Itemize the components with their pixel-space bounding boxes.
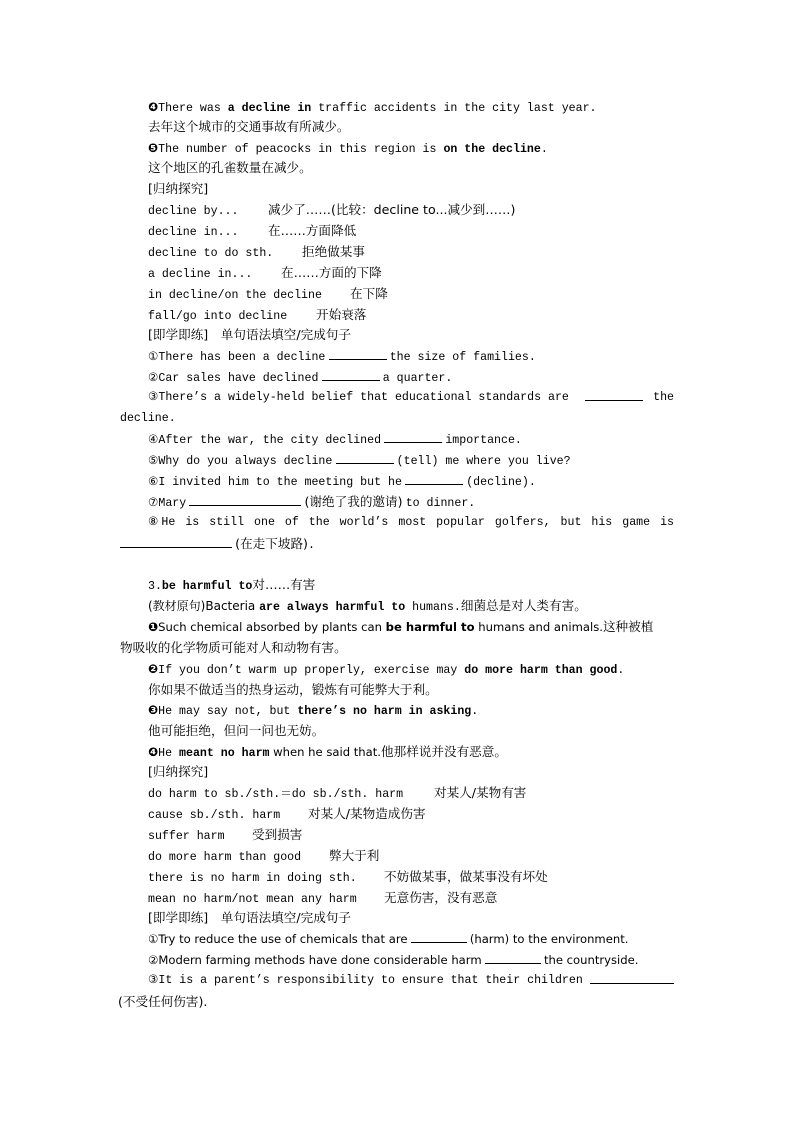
- practice-question-2: ②Modern farming methods have done considerable harm the countryside.: [148, 953, 639, 967]
- key-phrase: do more harm than good: [464, 664, 618, 677]
- practice-question-3: ③It is a parent’s responsibility to ensure that their children: [148, 971, 674, 991]
- example-5-translation: 这个地区的孔雀数量在减少。: [148, 160, 312, 175]
- summary-item: there is no harm in doing sth. 不妨做某事，做某事没有坏处: [148, 869, 548, 885]
- answer-blank[interactable]: [585, 388, 643, 401]
- example-4: ❹There was a decline in traffic accidents in the city last year.: [148, 100, 597, 115]
- practice-title: [即学即练] 单句语法填空/完成句子: [148, 327, 351, 342]
- summary-title: [归纳探究]: [148, 181, 209, 196]
- answer-blank[interactable]: [120, 535, 232, 548]
- summary-item: fall/go into decline 开始衰落: [148, 307, 367, 323]
- summary-item: cause sb./sth. harm 对某人/某物造成伤害: [148, 806, 426, 822]
- practice-question-1: ①There has been a decline the size of families.: [148, 346, 536, 368]
- practice-question-3-cont: (不受任何伤害).: [118, 994, 208, 1009]
- example-1: ❶Such chemical absorbed by plants can be harmful to humans and animals.这种被植: [148, 619, 654, 634]
- practice-question-8: ⑧He is still one of the world’s most popular golfers, but his game is: [148, 516, 674, 529]
- summary-item: decline to do sth. 拒绝做某事: [148, 244, 365, 260]
- textbook-original-sentence: (教材原句)Bacteria are always harmful to humans.细菌总是对人类有害。: [148, 598, 587, 614]
- example-4: ❹He meant no harm when he said that.他那样说并没有恶意。: [148, 744, 507, 760]
- answer-blank[interactable]: [329, 347, 387, 360]
- summary-item: suffer harm 受到损害: [148, 827, 303, 843]
- summary-item: a decline in... 在……方面的下降: [148, 265, 382, 281]
- key-phrase: be harmful to: [385, 620, 475, 634]
- key-phrase: are always harmful to: [259, 601, 406, 614]
- practice-question-6: ⑥I invited him to the meeting but he (decline).: [148, 471, 536, 493]
- section-title: 3.be harmful to对……有害: [148, 577, 316, 593]
- answer-blank[interactable]: [189, 493, 301, 506]
- answer-blank[interactable]: [590, 971, 674, 984]
- practice-question-8-cont: (在走下坡路).: [120, 534, 315, 556]
- circled-number-4: ❹: [148, 745, 159, 759]
- answer-blank[interactable]: [384, 430, 442, 443]
- key-phrase: meant no harm: [179, 747, 270, 760]
- answer-blank[interactable]: [336, 451, 394, 464]
- practice-question-4: ④After the war, the city declined importance.: [148, 429, 522, 451]
- answer-blank[interactable]: [411, 930, 467, 943]
- summary-item: mean no harm/not mean any harm 无意伤害，没有恶意: [148, 890, 498, 906]
- key-phrase: a decline in: [227, 102, 312, 115]
- summary-title: [归纳探究]: [148, 764, 209, 779]
- example-3-translation: 他可能拒绝，但问一问也无妨。: [148, 723, 325, 738]
- answer-blank[interactable]: [485, 951, 541, 964]
- example-1-translation-cont: 物吸收的化学物质可能对人和动物有害。: [120, 640, 347, 655]
- circled-number-2: ❷: [148, 662, 159, 676]
- example-2: ❷If you don’t warm up properly, exercise may do more harm than good.: [148, 662, 625, 677]
- key-phrase: there’s no harm in asking: [297, 705, 472, 718]
- summary-item: do more harm than good 弊大于利: [148, 848, 380, 864]
- practice-question-5: ⑤Why do you always decline (tell) me where you live?: [148, 450, 571, 472]
- answer-blank[interactable]: [322, 368, 380, 381]
- practice-title: [即学即练] 单句语法填空/完成句子: [148, 910, 351, 925]
- example-2-translation: 你如果不做适当的热身运动，锻炼有可能弊大于利。: [148, 682, 438, 697]
- summary-item: decline by... 减少了……(比较：decline to...减少到……): [148, 202, 516, 218]
- example-5: ❺The number of peacocks in this region is on the decline.: [148, 141, 548, 156]
- circled-number-1: ❶: [148, 620, 159, 634]
- example-3: ❸He may say not, but there’s no harm in asking.: [148, 703, 479, 718]
- practice-question-3: ③There’s a widely-held belief that educational standards are the: [148, 388, 674, 408]
- summary-item: decline in... 在……方面降低: [148, 223, 357, 239]
- answer-blank[interactable]: [405, 472, 463, 485]
- circled-number-4: ❹: [148, 100, 159, 114]
- circled-number-3: ❸: [148, 703, 159, 717]
- practice-question-1: ①Try to reduce the use of chemicals that are (harm) to the environment.: [148, 932, 629, 946]
- summary-item: do harm to sb./sth.＝do sb./sth. harm 对某人/某物有害: [148, 785, 527, 801]
- summary-item: in decline/on the decline 在下降: [148, 286, 388, 302]
- practice-question-2: ②Car sales have declined a quarter.: [148, 367, 452, 389]
- key-phrase: on the decline: [443, 143, 541, 156]
- example-4-translation: 去年这个城市的交通事故有所减少。: [148, 119, 350, 134]
- practice-question-3-cont: decline.: [120, 412, 176, 425]
- circled-number-5: ❺: [148, 141, 159, 155]
- practice-question-7: ⑦Mary (谢绝了我的邀请) to dinner.: [148, 494, 476, 510]
